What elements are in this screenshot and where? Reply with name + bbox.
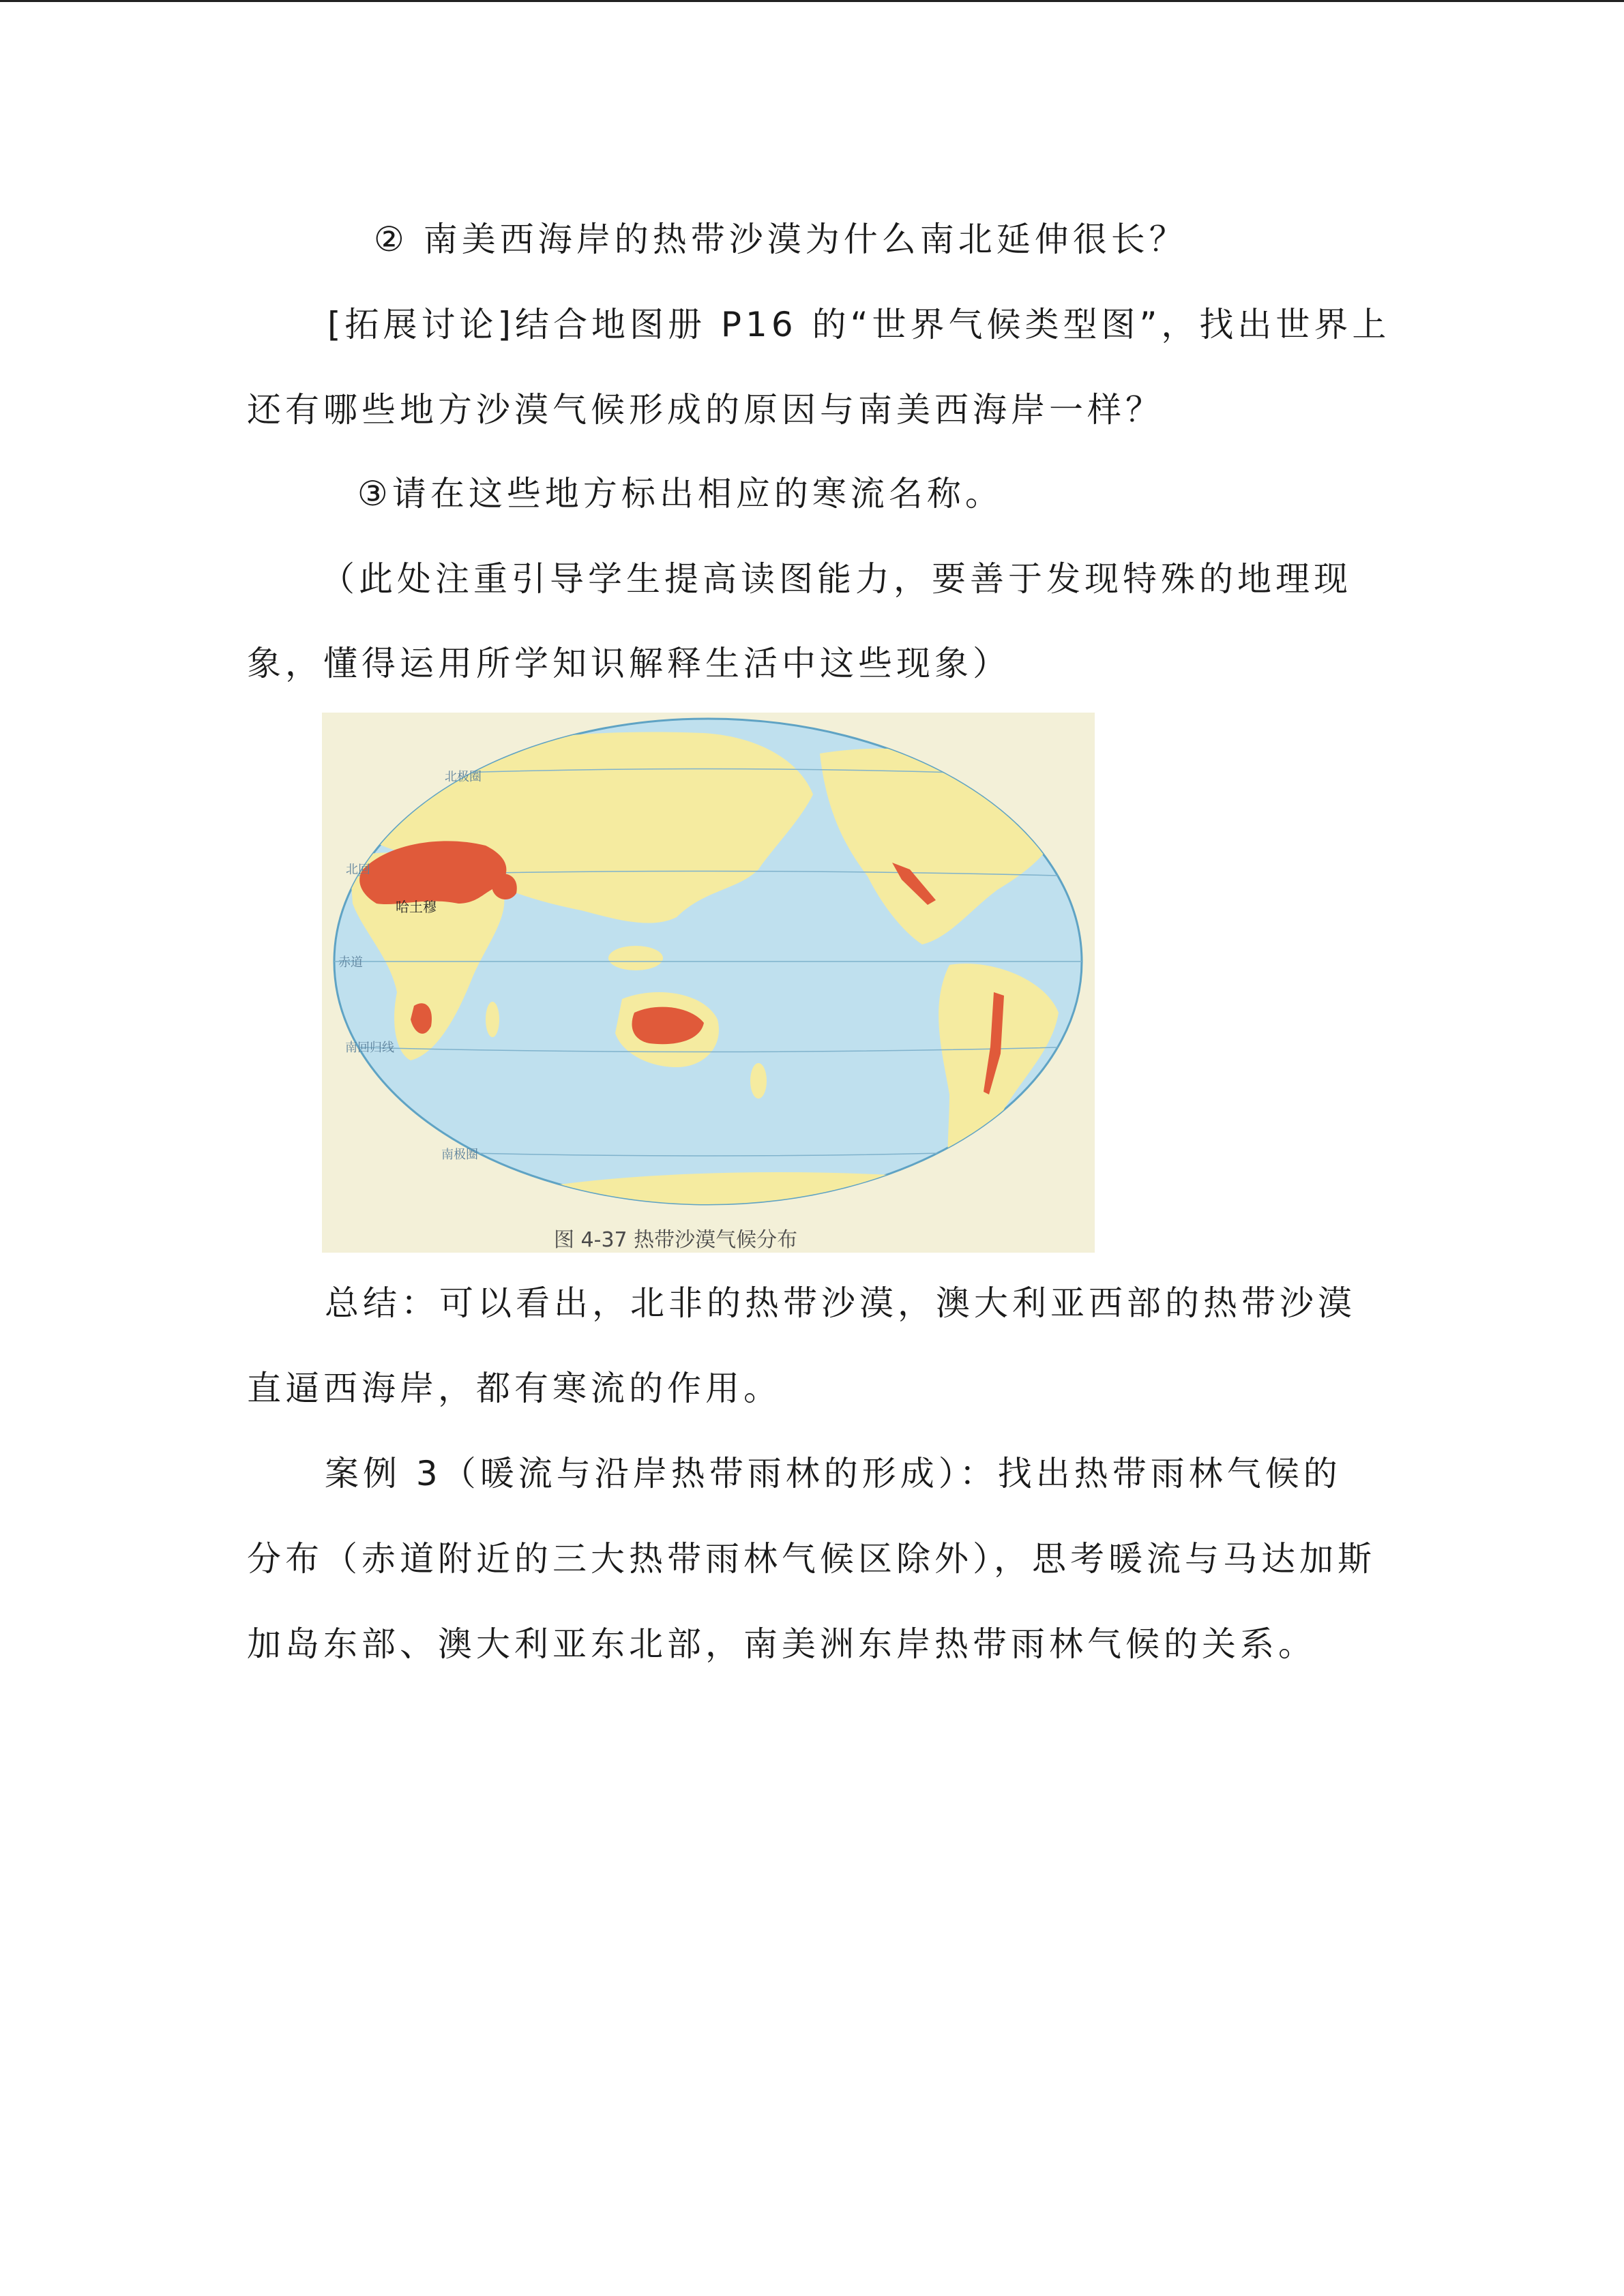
- figure-caption: 图 4-37 热带沙漠气候分布: [554, 1228, 798, 1252]
- extended-discussion-line-2: 还有哪些地方沙漠气候形成的原因与南美西海岸一样？: [247, 390, 1164, 430]
- case-3-line-1: 案例 3（暖流与沿岸热带雨林的形成）：找出热带雨林气候的: [325, 1454, 1342, 1493]
- arctic-circle-label: 北极圈: [445, 770, 482, 784]
- teaching-note-line-2: 象，懂得运用所学知识解释生活中这些现象）: [247, 644, 1011, 683]
- question-3: ③请在这些地方标出相应的寒流名称。: [357, 474, 1003, 513]
- new-zealand: [750, 1063, 767, 1099]
- north-tropic-label: 北回: [346, 863, 370, 877]
- summary-line-2: 直逼西海岸，都有寒流的作用。: [247, 1369, 782, 1408]
- indonesia: [608, 946, 663, 970]
- antarctic-circle-label: 南极圈: [441, 1148, 478, 1162]
- case-3-line-3: 加岛东部、澳大利亚东北部，南美洲东岸热带雨林气候的关系。: [247, 1624, 1316, 1664]
- equator-label: 赤道: [338, 955, 363, 970]
- top-border: [0, 0, 1624, 2]
- madagascar: [486, 1002, 499, 1037]
- question-2: ② 南美西海岸的热带沙漠为什么南北延伸很长？: [374, 220, 1187, 259]
- city-label: 哈土穆: [396, 899, 437, 915]
- tropical-desert-climate-map: [322, 713, 1095, 1253]
- south-tropic-label: 南回归线: [345, 1041, 394, 1055]
- extended-discussion-line-1: [拓展讨论]结合地图册 P16 的“世界气候类型图”，找出世界上: [327, 305, 1391, 344]
- teaching-note-line-1: （此处注重引导学生提高读图能力，要善于发现特殊的地理现: [321, 559, 1352, 599]
- case-3-line-2: 分布（赤道附近的三大热带雨林气候区除外），思考暖流与马达加斯: [247, 1539, 1376, 1579]
- summary-line-1: 总结：可以看出，北非的热带沙漠，澳大利亚西部的热带沙漠: [325, 1283, 1356, 1323]
